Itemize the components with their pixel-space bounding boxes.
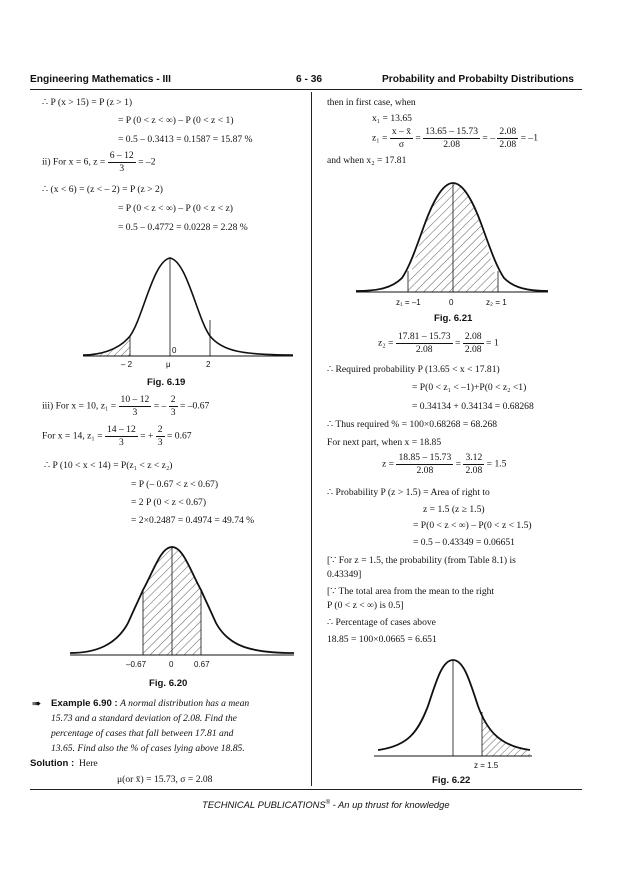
eq-line: z₂ = $\frac{17.81 - 15.73}{2.08}$ = $\frac{2.08}{2.08}$ = 1 xyxy=(378,331,499,355)
note-line: [∵ For z = 1.5, the probability (from Table 8.1) is xyxy=(327,555,516,566)
normal-curve-figure-21 xyxy=(352,168,552,308)
running-header-right: Probability and Probabilty Distributions xyxy=(382,74,574,85)
tick-label: –0.67 xyxy=(126,660,147,669)
tick-label: 2 xyxy=(206,360,211,369)
eq-line: and when x₂ = 17.81 xyxy=(327,155,407,166)
eq-line: = 0.5 – 0.4772 = 0.0228 = 2.28 % xyxy=(118,222,248,233)
eq-line: = P (– 0.67 < z < 0.67) xyxy=(131,479,219,490)
eq-line: ii) For x = 6, z = $\frac{6 - 12}{3}$ = –2 xyxy=(42,150,156,174)
eq-line: ∴ Required probability P (13.65 < x < 17.81) xyxy=(327,364,500,375)
eq-line: ∴ P (x > 15) = P (z > 1) xyxy=(42,97,133,108)
tick-label: – 2 xyxy=(121,360,133,369)
eq-line: ∴ P (10 < x < 14) = P(z₁ < z < z₂) xyxy=(44,460,173,471)
eq-line: ∴ (x < 6) = (z < – 2) = P (z > 2) xyxy=(42,184,163,195)
eq-line: = 0.5 – 0.43349 = 0.06651 xyxy=(413,537,515,548)
normal-curve-figure-22 xyxy=(372,650,536,775)
footer-rule xyxy=(30,789,582,790)
eq-line: z = $\frac{18.85 - 15.73}{2.08}$ = $\frac{3.12}{2.08}$ = 1.5 xyxy=(382,452,507,476)
tick-label: 0 xyxy=(449,298,454,307)
eq-line: iii) For x = 10, z₁ = $\frac{10 - 12}{3}$ = – $\frac{2}{3}$ = –0.67 xyxy=(42,394,210,418)
zero-label: 0 xyxy=(172,346,177,355)
tick-label: z₁ = –1 xyxy=(396,298,421,307)
eq-line: = P (0 < z < ∞) – P (0 < z < 1) xyxy=(118,115,234,126)
tick-label: z = 1.5 xyxy=(474,761,499,770)
eq-line: x₁ = 13.65 xyxy=(372,113,412,124)
eq-line: then in first case, when xyxy=(327,97,416,108)
example-text: 15.73 and a standard deviation of 2.08. Find the xyxy=(51,713,237,724)
figure-caption: Fig. 6.22 xyxy=(432,775,471,786)
eq-line: = 2 P (0 < z < 0.67) xyxy=(131,497,207,508)
bell-curve xyxy=(83,258,293,355)
running-header-left: Engineering Mathematics - III xyxy=(30,74,171,85)
eq-line: ∴ Percentage of cases above xyxy=(327,617,436,628)
example-arrow-icon: ➠ xyxy=(32,698,42,710)
eq-line: = P(0 < z₁ < –1)+P(0 < z₂ <1) xyxy=(412,382,527,393)
bell-curve xyxy=(378,660,530,750)
column-divider xyxy=(311,92,312,786)
example-text: 13.65. Find also the % of cases lying above 18.85. xyxy=(51,743,245,754)
eq-line: For next part, when x = 18.85 xyxy=(327,437,442,448)
eq-line: 18.85 = 100×0.0665 = 6.651 xyxy=(327,634,437,645)
eq-line: μ(or x̄) = 15.73, σ = 2.08 xyxy=(117,774,213,785)
eq-line: = 0.34134 + 0.34134 = 0.68268 xyxy=(412,401,534,412)
eq-line: z = 1.5 (z ≥ 1.5) xyxy=(423,504,485,515)
note-line: [∵ The total area from the mean to the right xyxy=(327,586,495,597)
tick-label: z₂ = 1 xyxy=(486,298,507,307)
footer: TECHNICAL PUBLICATIONS® - An up thrust for knowledge xyxy=(202,799,450,810)
eq-line: = P(0 < z < ∞) – P(0 < z < 1.5) xyxy=(413,520,532,531)
example-text: percentage of cases that fall between 17.81 and xyxy=(51,728,234,739)
eq-line: z₁ = $\frac{x - x̄}{\sigma}$ = $\frac{13.65 - 15.73}{2.08}$ = – $\frac{2.08}{2.08}$ = –1 xyxy=(372,126,539,150)
figure-caption: Fig. 6.20 xyxy=(149,678,188,689)
normal-curve-figure-20 xyxy=(66,535,298,675)
eq-line: = P (0 < z < ∞) – P (0 < z < z) xyxy=(118,203,233,214)
header-rule xyxy=(30,89,582,90)
tick-label: 0 xyxy=(169,660,174,669)
example-heading: Example 6.90 : A normal distribution has a mean xyxy=(51,698,250,709)
eq-line: = 2×0.2487 = 0.4974 = 49.74 % xyxy=(131,515,255,526)
note-line: P (0 < z < ∞) is 0.5] xyxy=(327,600,404,611)
solution-line: Solution : Here xyxy=(30,758,98,769)
tick-label: 0.67 xyxy=(194,660,210,669)
page-number: 6 - 36 xyxy=(296,74,323,85)
figure-caption: Fig. 6.19 xyxy=(147,377,186,388)
eq-line: = 0.5 – 0.3413 = 0.1587 = 15.87 % xyxy=(118,134,253,145)
eq-line: ∴ Thus required % = 100×0.68268 = 68.268 xyxy=(327,419,498,430)
mu-label: μ xyxy=(166,360,171,369)
normal-curve-figure-19 xyxy=(78,243,298,375)
figure-caption: Fig. 6.21 xyxy=(434,313,473,324)
eq-line: For x = 14, z₁ = $\frac{14 - 12}{3}$ = + $\frac{2}{3}$ = 0.67 xyxy=(42,424,192,448)
shaded-tail xyxy=(83,336,130,356)
note-line: 0.43349] xyxy=(327,569,362,580)
eq-line: ∴ Probability P (z > 1.5) = Area of right to xyxy=(327,487,490,498)
